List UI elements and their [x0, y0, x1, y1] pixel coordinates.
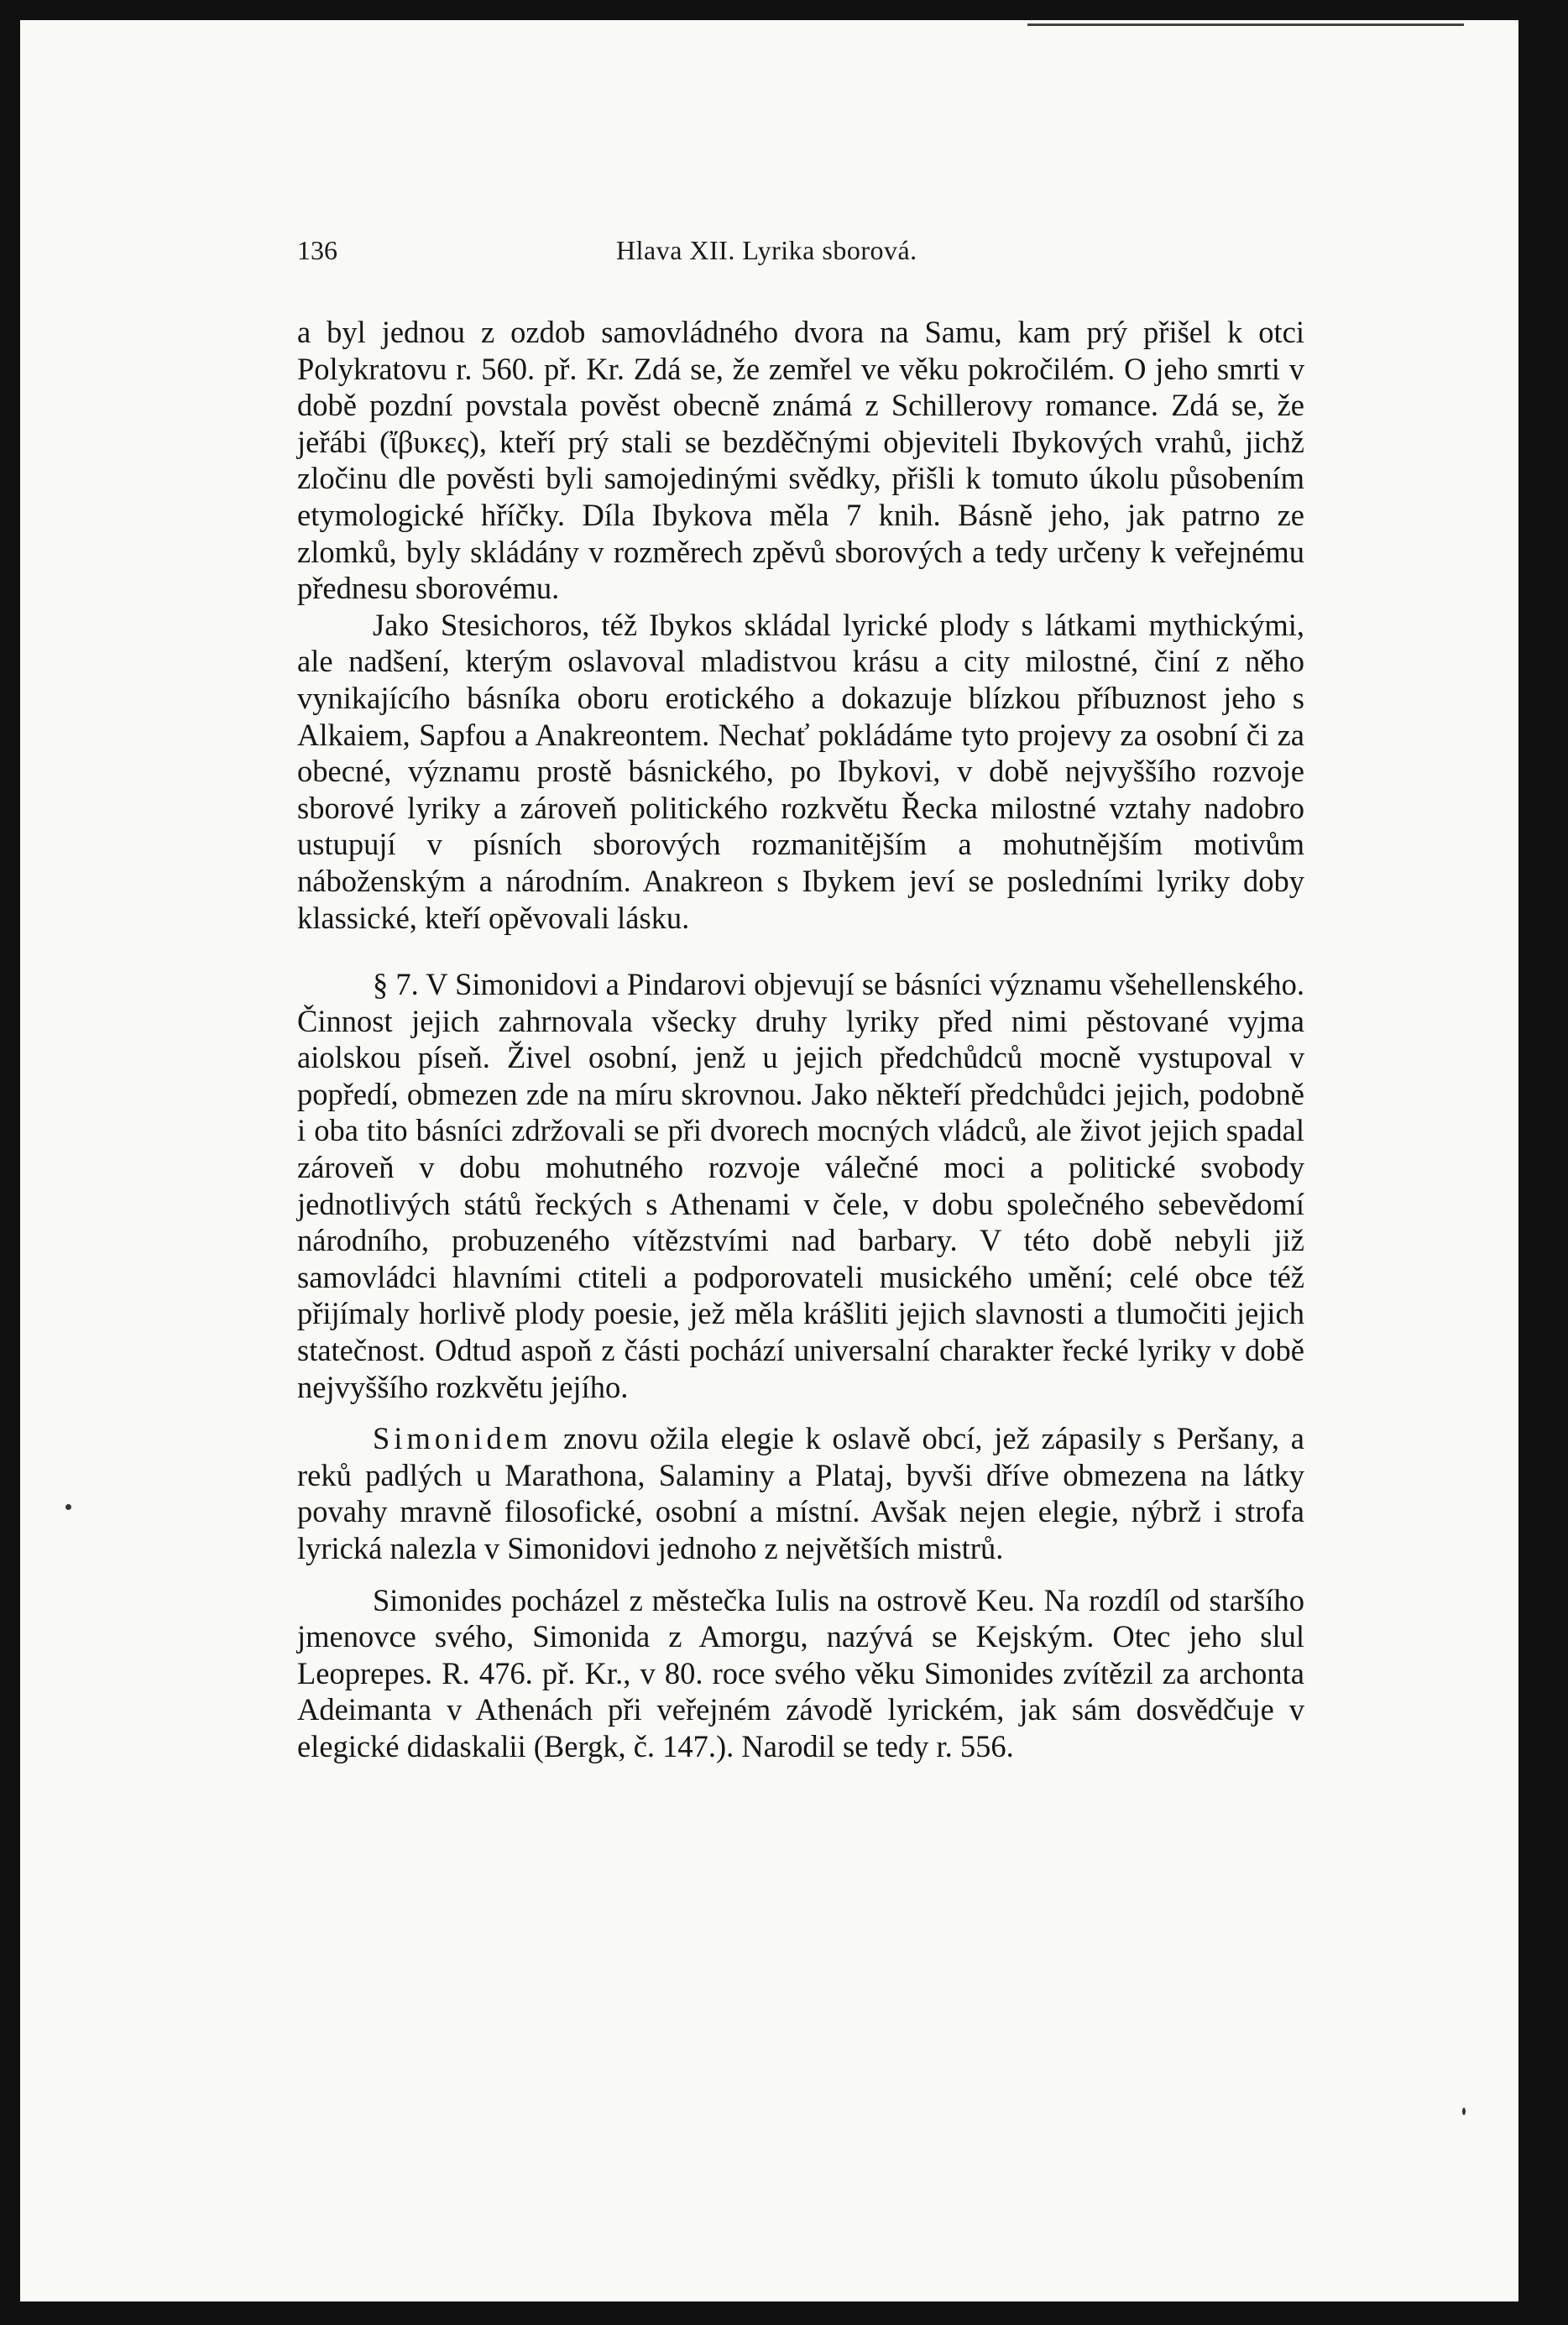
paragraph-ibykos-life: a byl jednou z ozdob samovládného dvora na Samu, kam prý přišel k otci Polykratovu r. 560. př. Kr. Zdá se, že zemřel ve věku pokročilém. O jeho smrti v době pozdní povstala pověst obecně známá z Schillerovy romance. Zdá se, že jeřábi (ἴβυκες), kteří prý stali se bezděčnými objeviteli Ibykových vrahů, jichž zločinu dle pověsti byli samojedinými svědky, přišli k tomuto úkolu působením etymologické hříčky. Díla Ibykova měla 7 knih. Básně jeho, jak patrno ze zlomků, byly skládány v rozměrech zpěvů sborových a tedy určeny k veřejnému přednesu sborovému. [297, 315, 1304, 606]
page-number: 136 [297, 235, 337, 265]
lead-name-simonidem: Simonidem [373, 1421, 552, 1456]
paragraph-simonides-elegy [297, 1420, 1304, 1566]
scan-speck [1462, 2108, 1466, 2115]
running-title: Hlava XII. Lyrika sborová. [616, 235, 917, 265]
top-rule [1027, 24, 1464, 26]
book-page [20, 20, 1518, 2301]
paragraph-section-7: § 7. V Simonidovi a Pindarovi objevují se básníci významu všehellenského. Činnost jejich zahrnovala všecky druhy lyriky před nimi pěstované vyjma aiolskou píseň. Živel osobní, jenž u jejich předchůdců mocně vystupoval v popředí, obmezen zde na míru skrovnou. Jako někteří předchůdci jejich, podobně i oba tito básníci zdržovali se při dvorech mocných vládců, ale život jejich spadal zároveň v dobu mohutného rozvoje válečné moci a politické svobody jednotlivých států řeckých s Athenami v čele, v dobu společného sebevědomí národního, probuzeného vítězstvími nad barbary. V této době nebyli již samovládci hlavními ctiteli a podporovateli musického umění; celé obce též přijímaly horlivě plody poesie, jež měla krášliti jejich slavnosti a tlumočiti jejich statečnost. Odtud aspoň z části pochází universalní charakter řecké lyriky v době nejvyššího rozkvětu jejího. [297, 967, 1304, 1404]
paragraph-simonides-elegy-text: znovu ožila elegie k oslavě obcí, jež zápasily s Peršany, a reků padlých u Marathona, Salaminy a Plataj, byvši dříve obmezena na látky povahy mravně filosofické, osobní a místní. Avšak nejen elegie, nýbrž i strofa lyrická nalezla v Simonidovi jednoho z největších mistrů. [297, 1421, 1304, 1565]
body-text [297, 314, 1304, 1765]
paragraph-simonides-origin: Simonides pocházel z městečka Iulis na ostrově Keu. Na rozdíl od staršího jmenovce svého, Simonida z Amorgu, nazývá se Kejským. Otec jeho slul Leoprepes. R. 476. př. Kr., v 80. roce svého věku Simonides zvítězil za archonta Adeimanta v Athenách při veřejném závodě lyrickém, jak sám dosvědčuje v elegické didaskalii (Bergk, č. 147.). Narodil se tedy r. 556. [297, 1582, 1304, 1763]
page-header [297, 235, 1304, 269]
paragraph-ibykos-lyric: Jako Stesichoros, též Ibykos skládal lyrické plody s látkami mythickými, ale nadšení, kterým oslavoval mladistvou krásu a city milostné, činí z něho vynikajícího básníka oboru erotického a dokazuje blízkou příbuznost jeho s Alkaiem, Sapfou a Anakreontem. Nechať pokládáme tyto projevy za osobní či za obecné, významu prostě básnického, po Ibykovi, v době nejvyššího rozvoje sborové lyriky a zároveň politického rozkvětu Řecka milostné vztahy nadobro ustupují v písních sborových rozmanitějším a mohutnějším motivům náboženským a národním. Anakreon s Ibykem jeví se posledními lyriky doby klassické, kteří opěvovali lásku. [297, 607, 1304, 935]
scan-speck [65, 1504, 71, 1510]
